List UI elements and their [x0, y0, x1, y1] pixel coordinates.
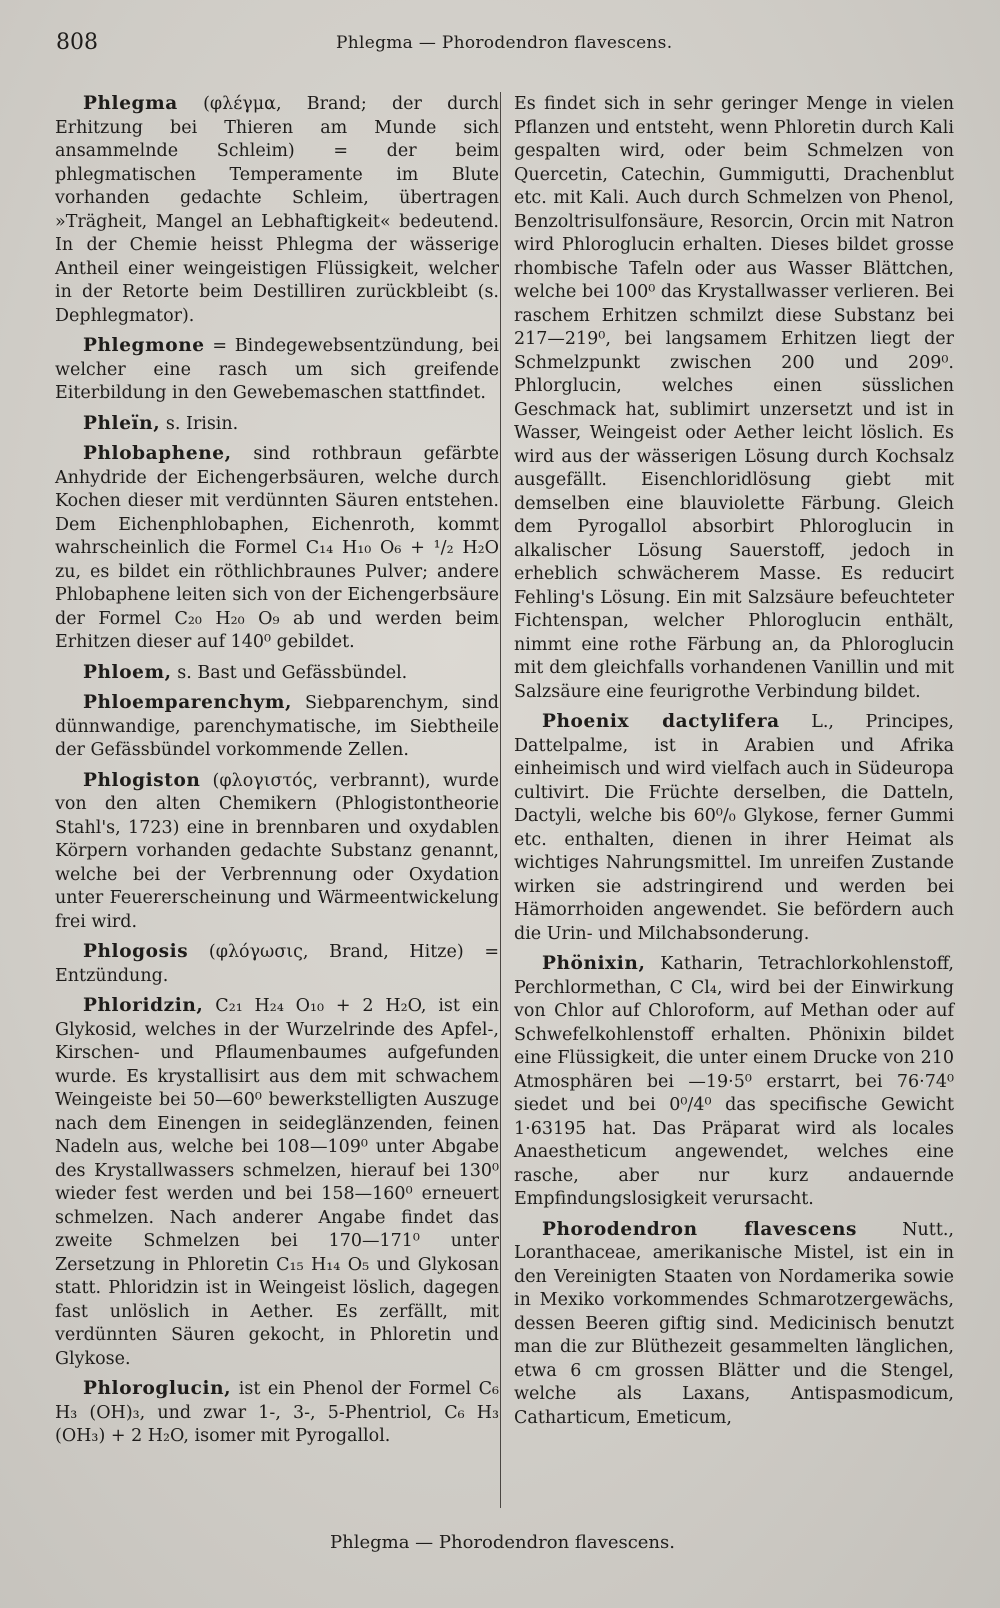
entry-text: s. Irisin. — [160, 413, 239, 434]
headword: Phorodendron flavescens — [542, 1218, 858, 1240]
headword: Phloroglucin, — [83, 1378, 232, 1399]
entry-text: s. Bast und Gefässbündel. — [171, 662, 408, 683]
entry-text: (φλογιστός, verbrannt), wurde von den alten Chemikern (Phlogistontheorie Stahl's, 1723) eine in brennbaren und oxydablen Körpern vorhanden gedachte Substanz genannt, welche bei der Verbrennung oder Oxydation unter Feuererscheinung und Wärmeentwickelung frei wird. — [55, 770, 499, 932]
page-number: 808 — [56, 30, 98, 55]
entry-phloroglucin-continued — [514, 92, 954, 704]
entry-phloroglucin — [55, 1377, 499, 1449]
entry-phlegma — [55, 92, 499, 328]
headword: Phlegma — [83, 93, 178, 114]
entry-text: Nutt., Loranthaceae, amerikanische Mistel, ist ein in den Vereinigten Staaten von Nordamerika sowie in Mexiko vorkommendes Schmarotzergewächs, dessen Beeren giftig sind. Medicinisch benutzt man die zur Blüthezeit gesammelten länglichen, etwa 6 cm grossen Blätter und die Stengel, welche als Laxans, Antispasmodicum, Catharticum, Emeticum, — [514, 1219, 954, 1428]
entry-text: Es findet sich in sehr geringer Menge in vielen Pflanzen und entsteht, wenn Phloretin durch Kali gespalten wird, oder beim Schmelzen von Quercetin, Catechin, Gummigutti, Drachenblut etc. mit Kali. Auch durch Schmelzen von Phenol, Benzoltrisulfonsäure, Resorcin, Orcin mit Natron wird Phloroglucin erhalten. Dieses bildet grosse rhombische Tafeln oder aus Wasser Blättchen, welche bei 100⁰ das Krystallwasser verlieren. Bei raschem Erhitzen schmilzt diese Substanz bei 217—219⁰, bei langsamem Erhitzen liegt der Schmelzpunkt zwischen 200 und 209⁰. Phlorglucin, welches einen süsslichen Geschmack hat, sublimirt unzersetzt und ist in Wasser, Weingeist oder Aether leicht löslich. Es wird aus der wässerigen Lösung durch Kochsalz ausgefällt. Eisenchloridlösung giebt mit demselben eine blauviolette Färbung. Gleich dem Pyrogallol absorbirt Phloroglucin in alkalischer Lösung Sauerstoff, jedoch in erheblich schwächerem Masse. Es reducirt Fehling's Lösung. Ein mit Salzsäure befeuchteter Fichtenspan, welcher Phloroglucin enthält, nimmt eine rothe Färbung an, da Phloroglucin mit dem gleichfalls vorhandenen Vanillin und mit Salzsäure eine feurigrothe Verbindung bildet. — [514, 94, 954, 702]
entry-text: Siebparenchym, sind dünnwandige, parenchymatische, im Siebtheile der Gefässbündel vorkommende Zellen. — [55, 693, 499, 760]
entry-text: L., Principes, Dattelpalme, ist in Arabien und Afrika einheimisch und wird vielfach auch in Südeuropa cultivirt. Die Früchte derselben, die Datteln, Dactyli, welche bis 60⁰/₀ Glykose, ferner Gummi etc. enthalten, dienen in ihrer Heimat als wichtiges Nahrungsmittel. Im unreifen Zustande wirken sie adstringirend und werden bei Hämorrhoiden angewendet. Sie befördern auch die Urin- und Milchabsonderung. — [514, 712, 954, 944]
entry-phlogosis — [55, 940, 499, 988]
headword: Phleïn, — [83, 412, 161, 434]
entry-phlobaphene — [55, 442, 499, 655]
entry-phlegmone — [55, 334, 499, 406]
headword: Phlogosis — [83, 941, 189, 962]
right-column — [514, 92, 954, 1436]
entry-text: = Bindegewebsentzündung, bei welcher eine rasch um sich greifende Eiterbildung in den Gewebemaschen stattfindet. — [55, 336, 499, 403]
entry-text: Katharin, Tetrachlorkohlenstoff, Perchlormethan, C Cl₄, wird bei der Einwirkung von Chlor auf Chloroform, auf Methan oder auf Schwefelkohlenstoff erhalten. Phönixin bildet eine Flüssigkeit, die unter einem Drucke von 210 Atmosphären bei —19·5⁰ erstarrt, bei 76·74⁰ siedet und bei 0⁰/4⁰ das specifische Gewicht 1·63195 hat. Das Präparat wird als locales Anaestheticum angewendet, welches eine rasche, aber nur kurz andauernde Empfindungslosigkeit verursacht. — [514, 954, 954, 1209]
entry-phlein — [55, 412, 499, 437]
entry-phoenixin — [514, 952, 954, 1212]
running-head: Phlegma — Phorodendron flavescens. — [336, 33, 673, 53]
headword: Phlogiston — [83, 769, 201, 791]
page-footer: Phlegma — Phorodendron flavescens. — [330, 1532, 675, 1553]
entry-phoenix-dactylifera — [514, 710, 954, 946]
headword: Phloem, — [83, 661, 172, 683]
headword: Phlobaphene, — [83, 443, 232, 464]
entry-phloem — [55, 661, 499, 686]
entry-phloemparenchym — [55, 691, 499, 763]
headword: Phloemparenchym, — [83, 692, 293, 713]
headword: Phoenix dactylifera — [542, 711, 780, 732]
headword: Phlegmone — [83, 335, 205, 356]
entry-text: ist ein Phenol der Formel C₆ H₃ (OH)₃, und zwar 1-, 3-, 5-Phentriol, C₆ H₃ (OH₃) + 2 H₂O, isomer mit Pyrogallol. — [55, 1379, 499, 1446]
entry-phorodendron — [514, 1218, 954, 1431]
left-column — [55, 92, 499, 1455]
headword: Phönixin, — [542, 953, 646, 974]
entry-phloridzin — [55, 994, 499, 1371]
headword: Phloridzin, — [83, 995, 204, 1016]
entry-text: C₂₁ H₂₄ O₁₀ + 2 H₂O, ist ein Glykosid, welches in der Wurzelrinde des Apfel-, Kirschen- und Pflaumenbaumes aufgefunden wurde. Es krystallisirt aus dem mit schwachem Weingeiste bei 50—60⁰ bewerkstelligten Auszuge nach dem Einengen in seideglänzenden, feinen Nadeln aus, welche bei 108—109⁰ unter Abgabe des Krystallwassers schmelzen, hierauf bei 130⁰ wieder fest werden und bei 158—160⁰ erneuert schmelzen. Nach anderer Angabe findet das zweite Schmelzen bei 170—171⁰ unter Zersetzung in Phloretin C₁₅ H₁₄ O₅ und Glykosan statt. Phloridzin ist in Weingeist löslich, dagegen fast unlöslich in Aether. Es zerfällt, mit verdünnten Säuren gekocht, in Phloretin und Glykose. — [55, 996, 499, 1369]
entry-text: sind rothbraun gefärbte Anhydride der Eichengerbsäuren, welche durch Kochen dieser mit verdünnten Säuren entstehen. Dem Eichenphlobaphen, Eichenroth, kommt wahrscheinlich die Formel C₁₄ H₁₀ O₆ + ¹/₂ H₂O zu, es bildet ein röthlichbraunes Pulver; andere Phlobaphene leiten sich von der Eichengerbsäure der Formel C₂₀ H₂₀ O₉ ab und werden beim Erhitzen dieser auf 140⁰ gebildet. — [55, 444, 499, 652]
entry-text: (φλέγμα, Brand; der durch Erhitzung bei Thieren am Munde sich ansammelnde Schleim) = der beim phlegmatischen Temperamente im Blute vorhanden gedachte Schleim, übertragen »Trägheit, Mangel an Lebhaftigkeit« bedeutend. In der Chemie heisst Phlegma der wässerige Antheil einer weingeistigen Flüssigkeit, welcher in der Retorte beim Destilliren zurückbleibt (s. Dephlegmator). — [55, 94, 499, 326]
entry-phlogiston — [55, 769, 499, 935]
column-divider — [500, 92, 501, 1508]
entry-text: (φλόγωσις, Brand, Hitze) = Entzündung. — [55, 942, 499, 986]
